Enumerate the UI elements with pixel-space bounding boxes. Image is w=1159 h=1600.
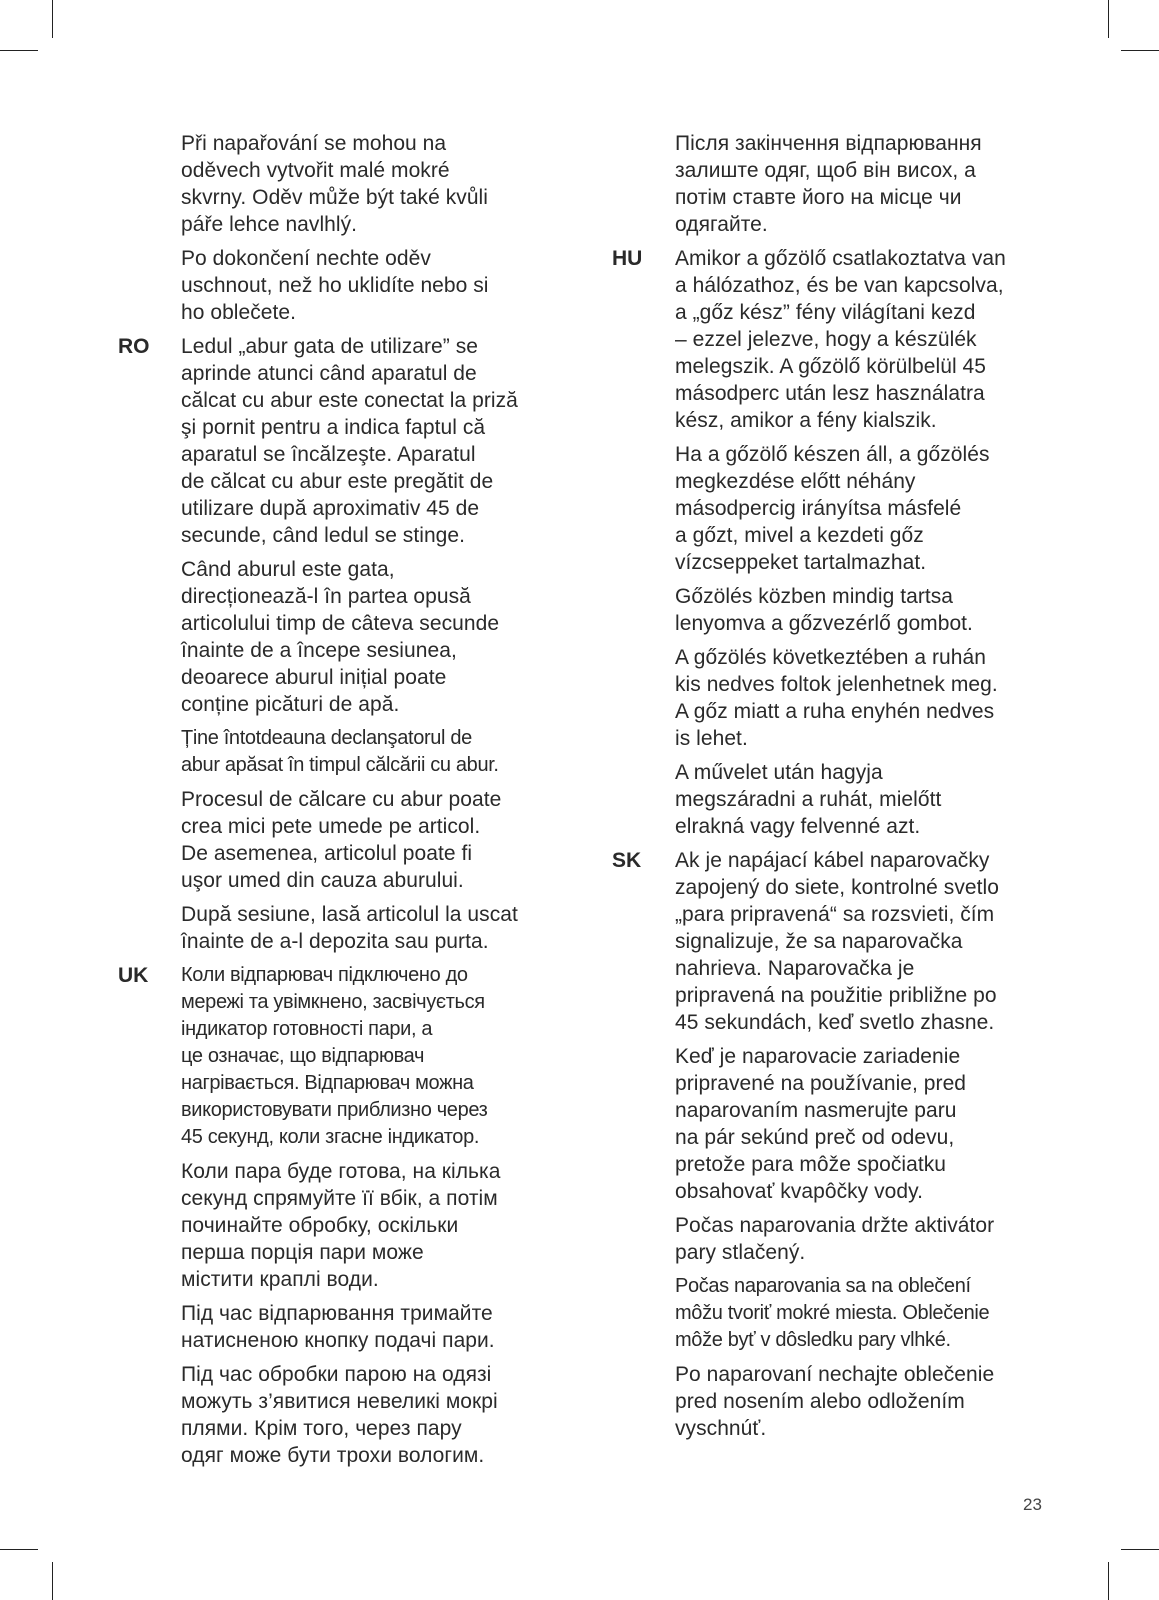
- instruction-paragraph: Po dokončení nechte oděv uschnout, než ho uklidíte nebo si ho oblečete.: [181, 247, 489, 324]
- instruction-paragraph: Amikor a gőzölő csatlakoztatva van a hálózathoz, és be van kapcsolva, a „gőz kész” fény világítani kezd – ezzel jelezve, hogy a készülék melegszik. A gőzölő körülbelül 45 másodperc után lesz használatra kész, amikor a fény kialszik.: [675, 247, 1006, 432]
- language-section-hu: [612, 245, 1048, 840]
- instruction-paragraph: Gőzölés közben mindig tartsa lenyomva a gőzvezérlő gombot.: [675, 585, 973, 635]
- language-code: RO: [118, 335, 150, 358]
- crop-mark: [1121, 1549, 1159, 1550]
- crop-mark: [0, 1549, 38, 1550]
- instruction-paragraph: Ține întotdeauna declanşatorul de abur apăsat în timpul călcării cu abur.: [181, 727, 499, 776]
- instruction-paragraph: Після закінчення відпарювання залиште одяг, щоб він висох, а потім ставте його на місце чи одягайте.: [675, 132, 982, 236]
- crop-mark: [0, 50, 38, 51]
- language-section-ro: [118, 333, 558, 955]
- instruction-paragraph: Під час відпарювання тримайте натисненою кнопку подачі пари.: [181, 1302, 495, 1352]
- instruction-paragraph: Când aburul este gata, direcționează-l în partea opusă articolului timp de câteva secunde înainte de a începe sesiunea, deoarece aburul inițial poate conține picături de apă.: [181, 558, 500, 716]
- language-code: HU: [612, 247, 643, 270]
- instruction-paragraph: Коли пара буде готова, на кілька секунд спрямуйте її вбік, а потім починайте обробку, оскільки перша порція пари може містити краплі води.: [181, 1160, 501, 1291]
- instruction-paragraph: Počas naparovania držte aktivátor pary stlačený.: [675, 1214, 995, 1264]
- instruction-paragraph: Ha a gőzölő készen áll, a gőzölés megkezdése előtt néhány másodpercig irányítsa másfelé a gőzt, mivel a kezdeti gőz vízcseppeket tartalmazhat.: [675, 443, 990, 574]
- instruction-paragraph: Procesul de călcare cu abur poate crea mici pete umede pe articol. De asemenea, articolul poate fi uşor umed din cauza aburului.: [181, 788, 502, 892]
- continued-section: [612, 130, 1048, 238]
- crop-mark: [52, 0, 53, 38]
- crop-mark: [52, 1562, 53, 1600]
- instruction-paragraph: Ledul „abur gata de utilizare” se aprinde atunci când aparatul de călcat cu abur este conectat la priză şi pornit pentru a indica faptul că aparatul se încălzeşte. Aparatul de călcat cu abur este pregătit de utilizare după aproximativ 45 de secunde, când ledul se stinge.: [181, 335, 518, 547]
- language-code: UK: [118, 964, 149, 987]
- right-column: [612, 130, 1048, 1449]
- language-section-uk: [118, 962, 558, 1469]
- instruction-paragraph: Keď je naparovacie zariadenie pripravené na používanie, pred naparovaním nasmerujte paru na pár sekúnd preč od odevu, pretože para môže spočiatku obsahovať kvapôčky vody.: [675, 1045, 967, 1203]
- crop-mark: [1108, 0, 1109, 38]
- language-code: SK: [612, 849, 642, 872]
- instruction-paragraph: Коли відпарювач підключено до мережі та увімкнено, засвічується індикатор готовності пари, а це означає, що відпарювач нагрівається. Відпарювач можна використовувати приблизно через 45 секунд, коли згасне індикатор.: [181, 964, 488, 1148]
- page-number: 23: [1023, 1495, 1042, 1514]
- instruction-paragraph: Під час обробки парою на одязі можуть з’явитися невеликі мокрі плями. Крім того, через пару одяг може бути трохи вологим.: [181, 1363, 498, 1467]
- language-section-sk: [612, 847, 1048, 1442]
- instruction-paragraph: A művelet után hagyja megszáradni a ruhát, mielőtt elrakná vagy felvenné azt.: [675, 761, 942, 838]
- crop-mark: [1121, 50, 1159, 51]
- instruction-paragraph: A gőzölés következtében a ruhán kis nedves foltok jelenhetnek meg. A gőz miatt a ruha enyhén nedves is lehet.: [675, 646, 998, 750]
- instruction-paragraph: Ak je napájací kábel naparovačky zapojený do siete, kontrolné svetlo „para pripravená“ sa rozsvieti, čím signalizuje, že sa naparovačka nahrieva. Naparovačka je pripravená na použitie približne po 45 sekundách, keď svetlo zhasne.: [675, 849, 999, 1034]
- instruction-paragraph: Po naparovaní nechajte oblečenie pred nosením alebo odložením vyschnúť.: [675, 1363, 995, 1440]
- instruction-paragraph: După sesiune, lasă articolul la uscat înainte de a-l depozita sau purta.: [181, 903, 518, 953]
- left-column: [118, 130, 558, 1476]
- crop-mark: [1108, 1562, 1109, 1600]
- continued-section: [118, 130, 558, 326]
- instruction-paragraph: Počas naparovania sa na oblečení môžu tvoriť mokré miesta. Oblečenie môže byť v dôsledku pary vlhké.: [675, 1275, 990, 1351]
- instruction-paragraph: Při napařování se mohou na oděvech vytvořit malé mokré skvrny. Oděv může být také kvůli páře lehce navlhlý.: [181, 132, 488, 236]
